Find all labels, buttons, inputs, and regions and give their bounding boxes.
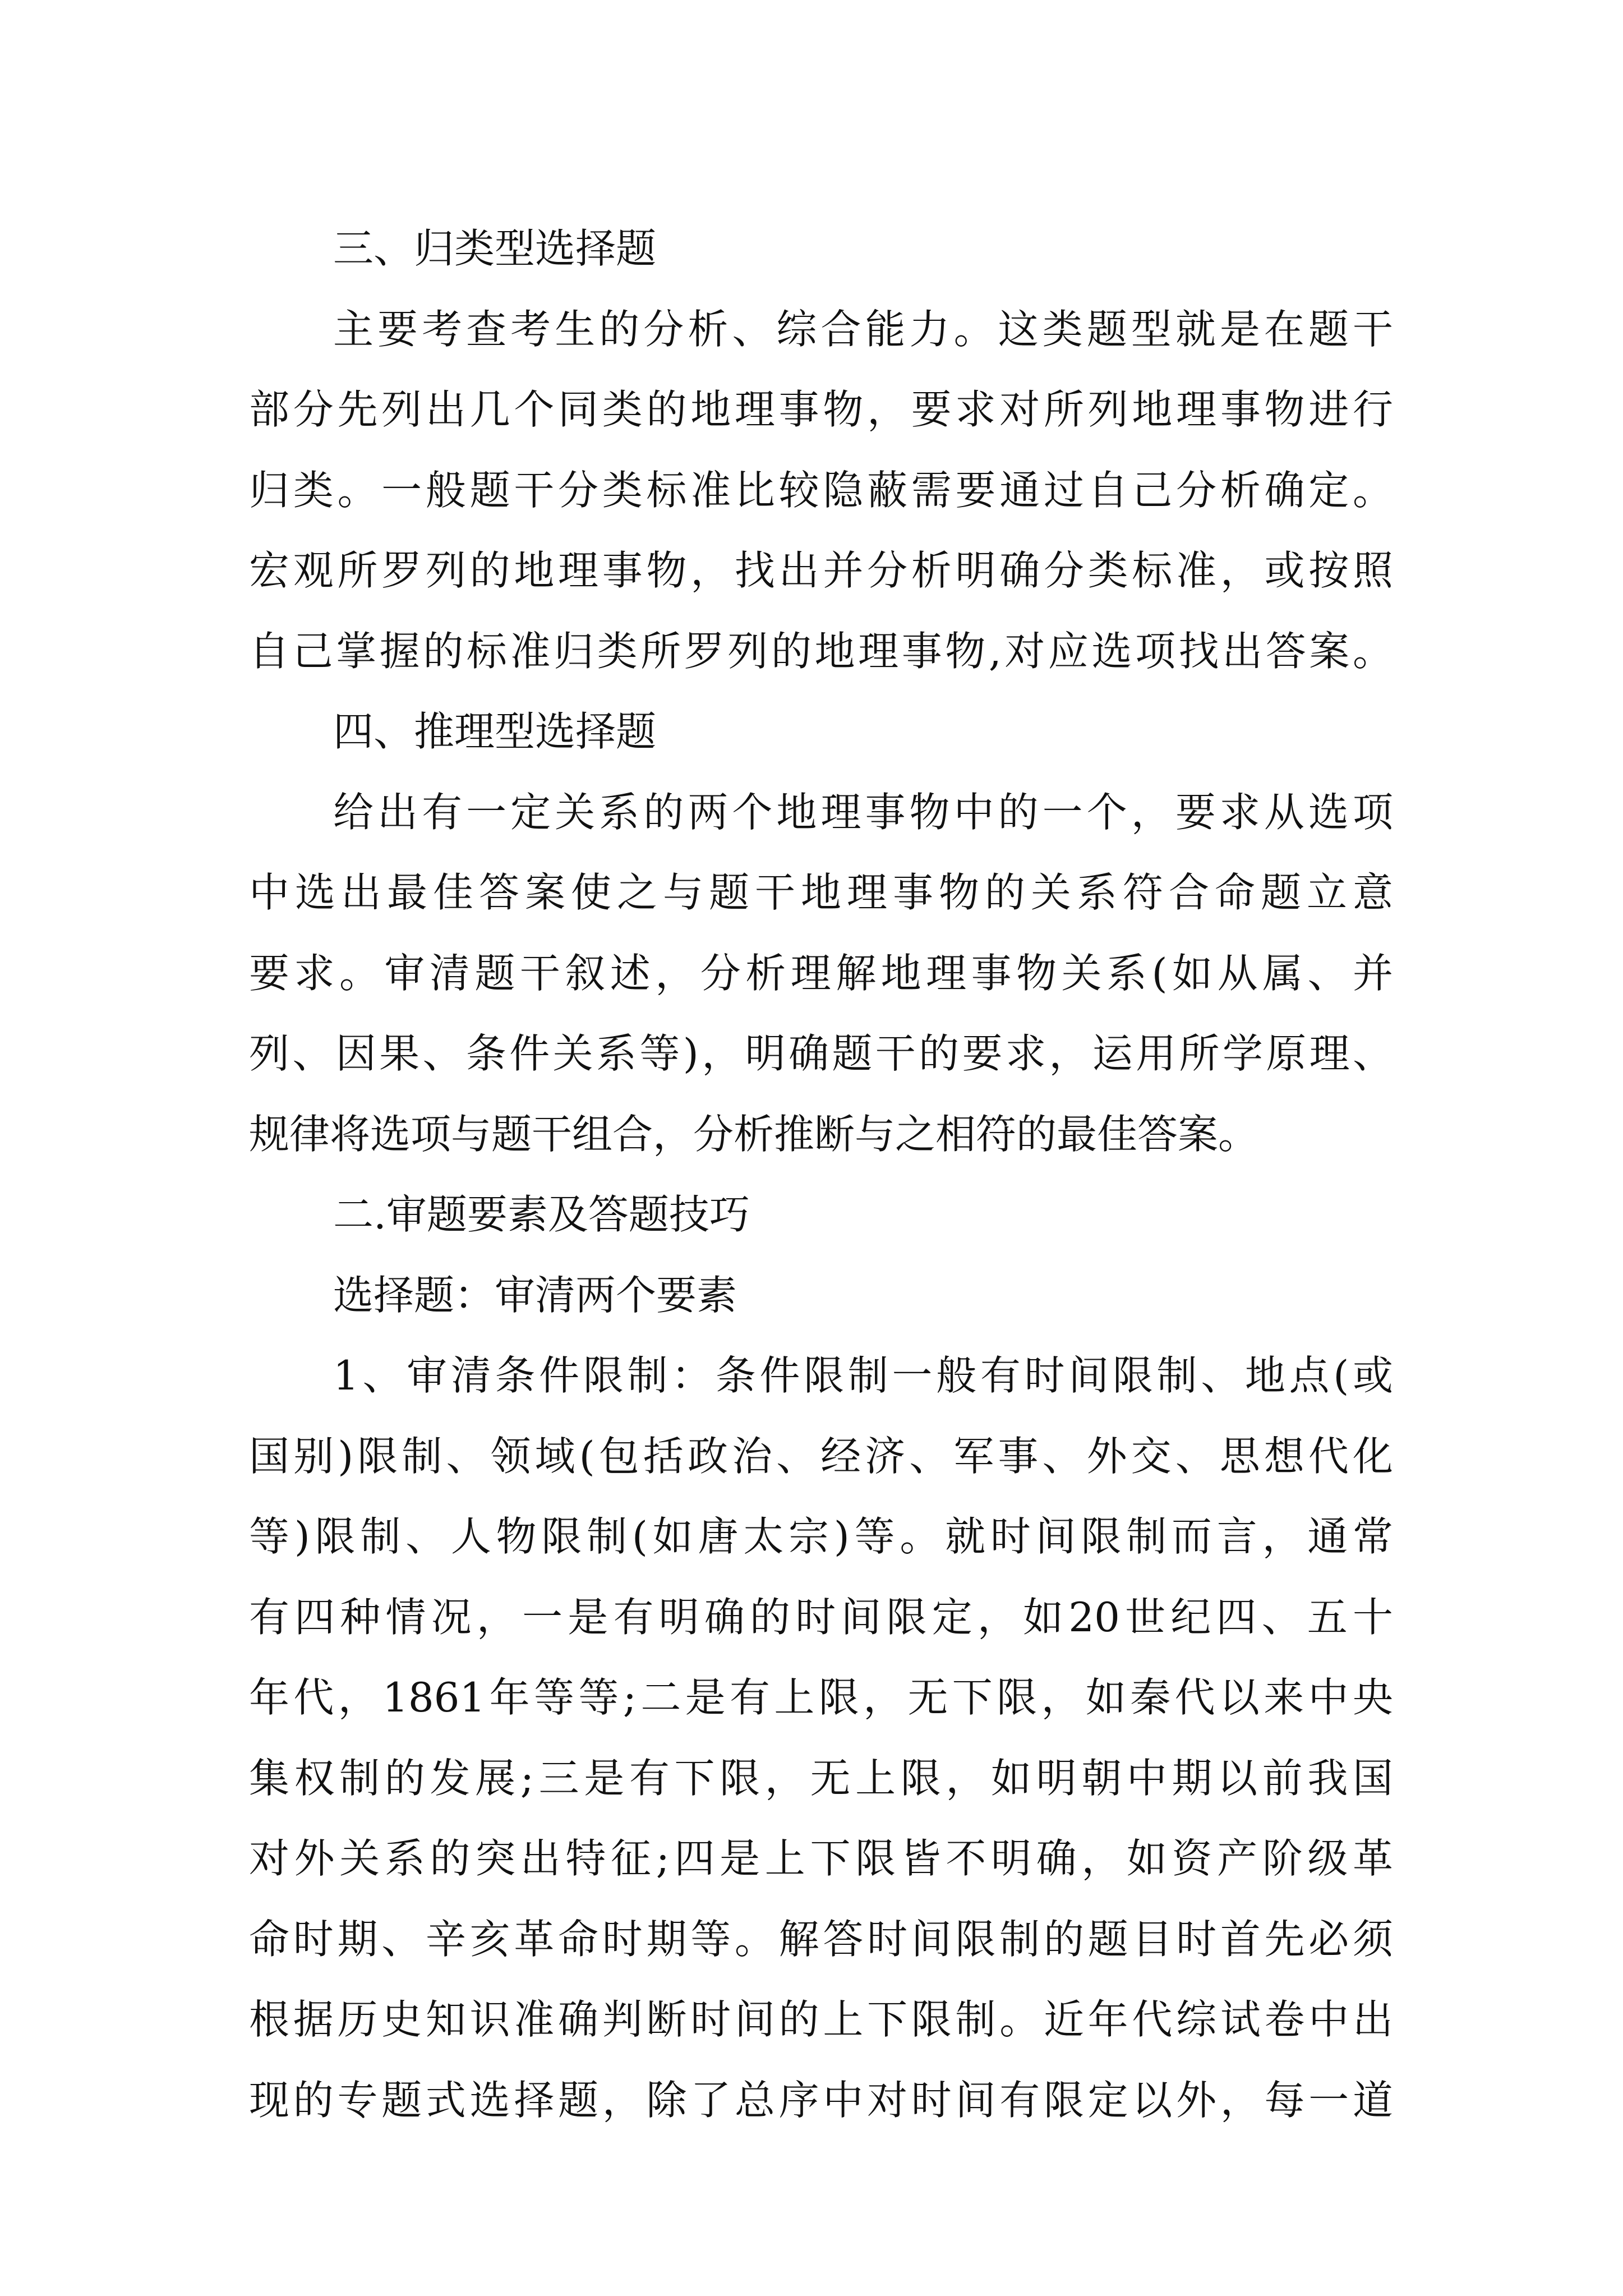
paragraph-line: 列、因果、条件关系等)，明确题干的要求，运用所学原理、 xyxy=(249,1030,1393,1077)
section-heading-classification: 三、归类型选择题 xyxy=(333,225,657,272)
section-heading-techniques: 二.审题要素及答题技巧 xyxy=(333,1191,750,1238)
paragraph-line: 要求。审清题干叙述，分析理解地理事物关系(如从属、并 xyxy=(249,949,1393,997)
paragraph-line: 部分先列出几个同类的地理事物，要求对所列地理事物进行 xyxy=(249,386,1393,433)
paragraph-line: 1、审清条件限制：条件限制一般有时间限制、地点(或 xyxy=(333,1352,1393,1399)
paragraph-line: 自己掌握的标准归类所罗列的地理事物,对应选项找出答案。 xyxy=(249,627,1393,675)
section-heading-inference: 四、推理型选择题 xyxy=(333,708,657,755)
paragraph-line: 现的专题式选择题，除了总序中对时间有限定以外，每一道 xyxy=(249,2076,1393,2124)
document-body xyxy=(249,209,1393,2141)
paragraph-line: 主要考查考生的分析、综合能力。这类题型就是在题干 xyxy=(333,305,1393,353)
paragraph-line: 国别)限制、领域(包括政治、经济、军事、外交、思想代化 xyxy=(249,1432,1393,1480)
paragraph-line: 中选出最佳答案使之与题干地理事物的关系符合命题立意 xyxy=(249,869,1393,916)
paragraph-line: 对外关系的突出特征;四是上下限皆不明确，如资产阶级革 xyxy=(249,1835,1393,1882)
paragraph-line: 规律将选项与题干组合，分析推断与之相符的最佳答案。 xyxy=(249,1110,1259,1158)
subheading-two-elements: 选择题：审清两个要素 xyxy=(333,1271,737,1319)
paragraph-line: 宏观所罗列的地理事物，找出并分析明确分类标准，或按照 xyxy=(249,547,1393,594)
paragraph-line: 命时期、辛亥革命时期等。解答时间限制的题目时首先必须 xyxy=(249,1915,1393,1963)
paragraph-line: 给出有一定关系的两个地理事物中的一个，要求从选项 xyxy=(333,788,1393,836)
paragraph-line: 根据历史知识准确判断时间的上下限制。近年代综试卷中出 xyxy=(249,1996,1393,2043)
paragraph-line: 年代，1861年等等;二是有上限，无下限，如秦代以来中央 xyxy=(249,1674,1393,1721)
paragraph-line: 归类。一般题干分类标准比较隐蔽需要通过自己分析确定。 xyxy=(249,466,1393,514)
paragraph-line: 等)限制、人物限制(如唐太宗)等。就时间限制而言，通常 xyxy=(249,1513,1393,1560)
paragraph-line: 集权制的发展;三是有下限，无上限，如明朝中期以前我国 xyxy=(249,1754,1393,1802)
paragraph-line: 有四种情况，一是有明确的时间限定，如20世纪四、五十 xyxy=(249,1593,1393,1641)
